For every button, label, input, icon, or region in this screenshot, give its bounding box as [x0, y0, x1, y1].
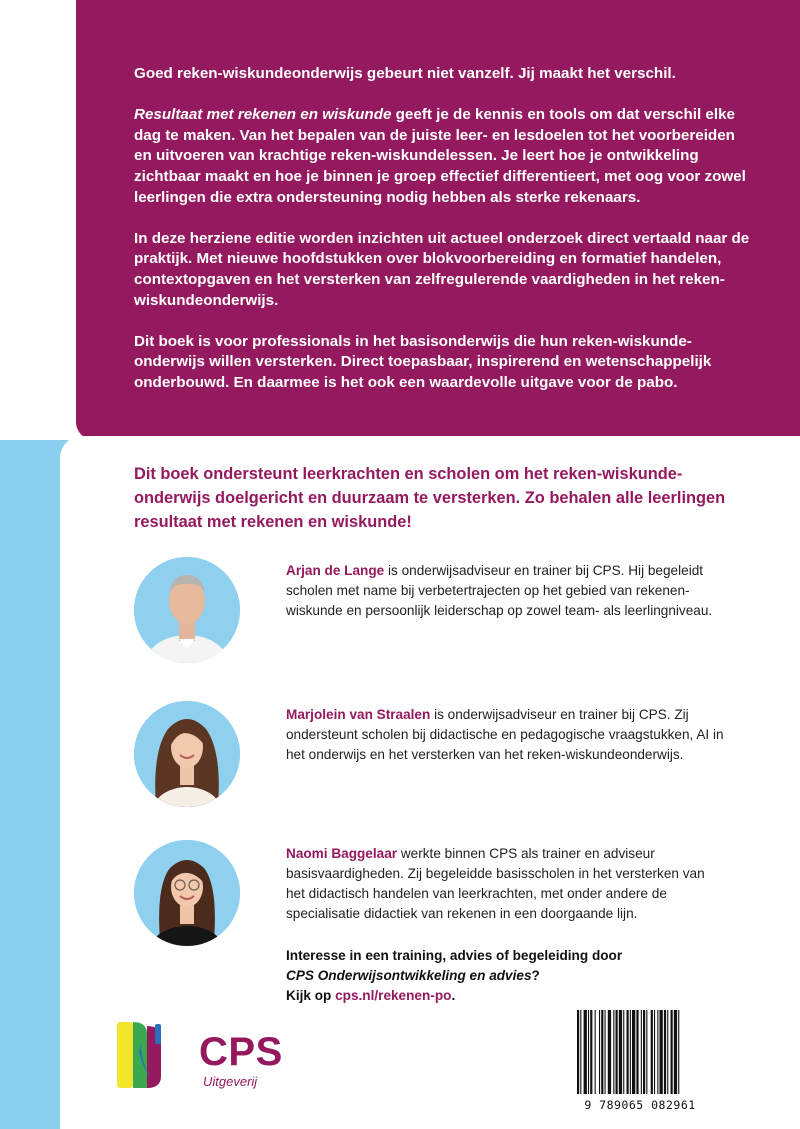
author-bio-text: is onderwijsadviseur en trainer bij CPS. Hij begeleidt scholen met name bij verbetertrajecten op het gebied van rekenen-wiskunde en persoonlijk leiderschap op zowel team- als leerlingniveau. [286, 563, 713, 618]
barcode-bar [599, 1010, 600, 1094]
contact-line-2-end: ? [531, 968, 540, 983]
author-bio-text: werkte binnen CPS als trainer en adviseur basisvaardigheden. Zij begeleidde basisscholen in het versterken van het didactisch handelen van leerkrachten, met onder andere de specialisatie didactiek van rekenen in een doorgaande lijn. [286, 846, 705, 921]
barcode-bar [632, 1010, 635, 1094]
cps-logo [117, 1022, 297, 1092]
barcode-bar [616, 1010, 618, 1094]
logo-sub: Uitgeverij [203, 1074, 258, 1089]
barcode-bar [636, 1010, 638, 1094]
author-bio [286, 844, 726, 924]
barcode-bar [671, 1010, 673, 1094]
paragraph-1: Goed reken-wiskundeonderwijs gebeurt niet vanzelf. Jij maakt het verschil. [134, 65, 676, 82]
author-bio-text: is onderwijsadviseur en trainer bij CPS. Zij ondersteunt scholen bij didactische en pedagogische vraagstukken, AI in het onderwijs en het versterken van het reken-wiskundeonderwijs. [286, 707, 724, 762]
barcode-bar [613, 1010, 614, 1094]
barcode-bar [619, 1010, 622, 1094]
barcode-bar [601, 1010, 603, 1094]
barcode-bar [590, 1010, 592, 1094]
barcode-bar [627, 1010, 629, 1094]
intro-heading: Dit boek ondersteunt leerkrachten en scholen om het reken-wiskunde-onderwijs doelgericht en duurzaam te versterken. Zo behalen alle leerlingen resultaat met rekenen en wiskunde! [134, 465, 726, 531]
author-name: Arjan de Lange [286, 563, 385, 578]
barcode [573, 1008, 707, 1116]
author-photo [134, 840, 240, 946]
author-name: Naomi Baggelaar [286, 846, 398, 861]
contact-line-3-end: . [451, 988, 456, 1003]
barcode-bars [573, 1008, 707, 1094]
paragraph-2-rest: geeft je de kennis en tools om dat verschil elke dag te maken. Van het bepalen van de juiste leer- en lesdoelen tot het voorbereiden en uitvoeren van krachtige reken-wiskundelessen. Je leert hoe je ontwikkeling zichtbaar maakt en hoe je binnen je groep effectief differentieert, met oog voor zowel leerlingen die extra ondersteuning nodig hebben als sterke rekenaars. [134, 106, 746, 206]
author-photo [134, 701, 240, 807]
author-bio [286, 705, 726, 765]
barcode-bar [674, 1010, 677, 1094]
author-bio [286, 561, 726, 621]
paragraph-4: Dit boek is voor professionals in het basisonderwijs die hun reken-wiskunde-onderwijs willen versterken. Direct toepasbaar, inspirerend en wetenschappelijk onderbouwd. En daarmee is het ook een waardevolle uitgave voor de pabo. [134, 332, 712, 391]
left-white-strip [0, 0, 80, 440]
barcode-bar [623, 1010, 624, 1094]
book-title-italic: Resultaat met rekenen en wiskunde [134, 106, 392, 124]
author-name: Marjolein van Straalen [286, 707, 431, 722]
contact-link[interactable]: cps.nl/rekenen-po [335, 988, 452, 1003]
author-photo [134, 557, 240, 663]
barcode-bar [657, 1010, 658, 1094]
barcode-number: 9 789065 082961 [584, 1098, 696, 1112]
contact-line-1: Interesse in een training, advies of begeleiding door [286, 948, 623, 963]
barcode-bar [678, 1010, 679, 1094]
barcode-bar [608, 1010, 611, 1094]
paragraph-3: In deze herziene editie worden inzichten uit actueel onderzoek direct vertaald naar de praktijk. Met nieuwe hoofdstukken over blokvoorbereiding en formatief handelen, contextopgaven en het versterken van zelfregulerende vaardigheden in het reken-wiskundeonderwijs. [134, 229, 750, 309]
barcode-bar [654, 1010, 655, 1094]
barcode-bar [605, 1010, 606, 1094]
logo-brand: CPS [199, 1030, 283, 1074]
paragraph-2 [134, 105, 754, 208]
barcode-bar [630, 1010, 631, 1094]
barcode-bar [651, 1010, 653, 1094]
barcode-bar [580, 1010, 581, 1094]
barcode-bar [595, 1010, 596, 1094]
barcode-bar [577, 1010, 579, 1094]
contact-line-3-prefix: Kijk op [286, 988, 336, 1003]
barcode-bar [643, 1010, 645, 1094]
barcode-bar [667, 1010, 668, 1094]
barcode-bar [588, 1010, 589, 1094]
barcode-bar [664, 1010, 666, 1094]
contact-info [286, 946, 726, 1006]
barcode-bar [646, 1010, 647, 1094]
barcode-bar [660, 1010, 663, 1094]
barcode-bar [584, 1010, 587, 1094]
back-cover-text [134, 64, 754, 414]
contact-org: CPS Onderwijsontwikkeling en advies [286, 968, 532, 983]
barcode-bar [641, 1010, 642, 1094]
